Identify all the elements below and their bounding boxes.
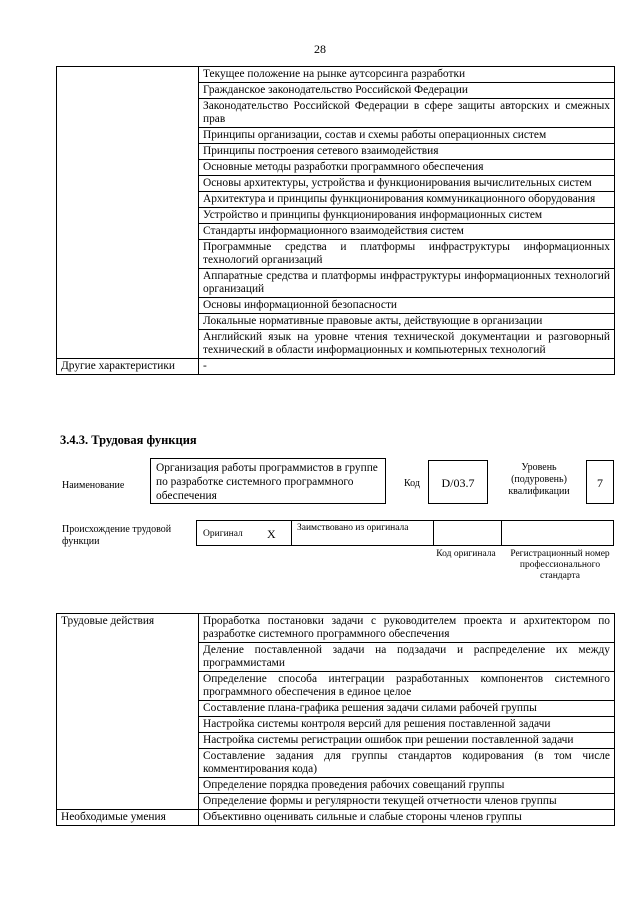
knowledge-item: Устройство и принципы функционирования информационных систем xyxy=(199,208,615,224)
original-label: Оригинал xyxy=(203,529,243,539)
code-original-caption: Код оригинала xyxy=(436,549,496,559)
action-item: Определение формы и регулярности текущей отчетности членов группы xyxy=(199,794,615,810)
original-mark: X xyxy=(267,527,276,541)
registration-number-caption: Регистрационный номер профессионального стандарта xyxy=(510,549,610,581)
page-number: 28 xyxy=(314,42,326,56)
action-item: Определение способа интеграции разработанных компонентов системного программного обеспечения в единое целое xyxy=(199,672,615,701)
knowledge-item: Принципы построения сетевого взаимодействия xyxy=(199,144,615,160)
divider xyxy=(501,521,502,545)
divider xyxy=(433,521,434,545)
action-item: Составление задания для группы стандартов кодирования (в том числе комментирования кода) xyxy=(199,749,615,778)
actions-table xyxy=(56,613,615,826)
level-label: Уровень (подуровень) квалификации xyxy=(508,462,570,497)
other-characteristics-value: - xyxy=(199,359,615,375)
row-label-empty xyxy=(57,67,199,359)
knowledge-item: Английский язык на уровне чтения технической документации и разговорный технический в области информационных и компьютерных технологий xyxy=(199,330,615,359)
action-item: Проработка постановки задачи с руководителем проекта и архитектором по разработке системного программного обеспечения xyxy=(199,614,615,643)
action-item: Определение порядка проведения рабочих совещаний группы xyxy=(199,778,615,794)
skill-item: Объективно оценивать сильные и слабые стороны членов группы xyxy=(199,810,615,826)
knowledge-item: Гражданское законодательство Российской Федерации xyxy=(199,83,615,99)
knowledge-item: Архитектура и принципы функционирования коммуникационного оборудования xyxy=(199,192,615,208)
knowledge-item: Законодательство Российской Федерации в сфере защиты авторских и смежных прав xyxy=(199,99,615,128)
function-code-value: D/03.7 xyxy=(428,460,488,504)
knowledge-item: Основы информационной безопасности xyxy=(199,298,615,314)
function-name-value: Организация работы программистов в группе по разработке системного программного обеспечения xyxy=(150,458,386,504)
knowledge-item: Текущее положение на рынке аутсорсинга разработки xyxy=(199,67,615,83)
knowledge-item: Стандарты информационного взаимодействия систем xyxy=(199,224,615,240)
table-row xyxy=(57,810,615,826)
name-label: Наименование xyxy=(62,480,125,491)
action-item: Настройка системы регистрации ошибок при решении поставленной задачи xyxy=(199,733,615,749)
origin-label: Происхождение трудовой функции xyxy=(62,524,172,547)
section-title: 3.4.3. Трудовая функция xyxy=(60,433,197,447)
knowledge-item: Локальные нормативные правовые акты, действующие в организации xyxy=(199,314,615,330)
action-item: Настройка системы контроля версий для решения поставленной задачи xyxy=(199,717,615,733)
table-row xyxy=(57,614,615,643)
knowledge-item: Программные средства и платформы инфраструктуры информационных технологий организаций xyxy=(199,240,615,269)
knowledge-item: Основные методы разработки программного обеспечения xyxy=(199,160,615,176)
knowledge-item: Принципы организации, состав и схемы работы операционных систем xyxy=(199,128,615,144)
borrowed-label: Заимствовано из оригинала xyxy=(297,523,409,533)
action-item: Составление плана-графика решения задачи силами рабочей группы xyxy=(199,701,615,717)
other-characteristics-label: Другие характеристики xyxy=(57,359,199,375)
skills-label: Необходимые умения xyxy=(57,810,199,826)
action-item: Деление поставленной задачи на подзадачи и распределение их между программистами xyxy=(199,643,615,672)
knowledge-table xyxy=(56,66,615,375)
table-row xyxy=(57,67,615,83)
level-value: 7 xyxy=(586,460,614,504)
origin-row xyxy=(196,520,614,546)
table-row xyxy=(57,359,615,375)
knowledge-item: Основы архитектуры, устройства и функционирования вычислительных систем xyxy=(199,176,615,192)
code-label: Код xyxy=(404,478,420,489)
knowledge-item: Аппаратные средства и платформы инфраструктуры информационных технологий организаций xyxy=(199,269,615,298)
actions-label: Трудовые действия xyxy=(57,614,199,810)
divider xyxy=(291,521,292,545)
